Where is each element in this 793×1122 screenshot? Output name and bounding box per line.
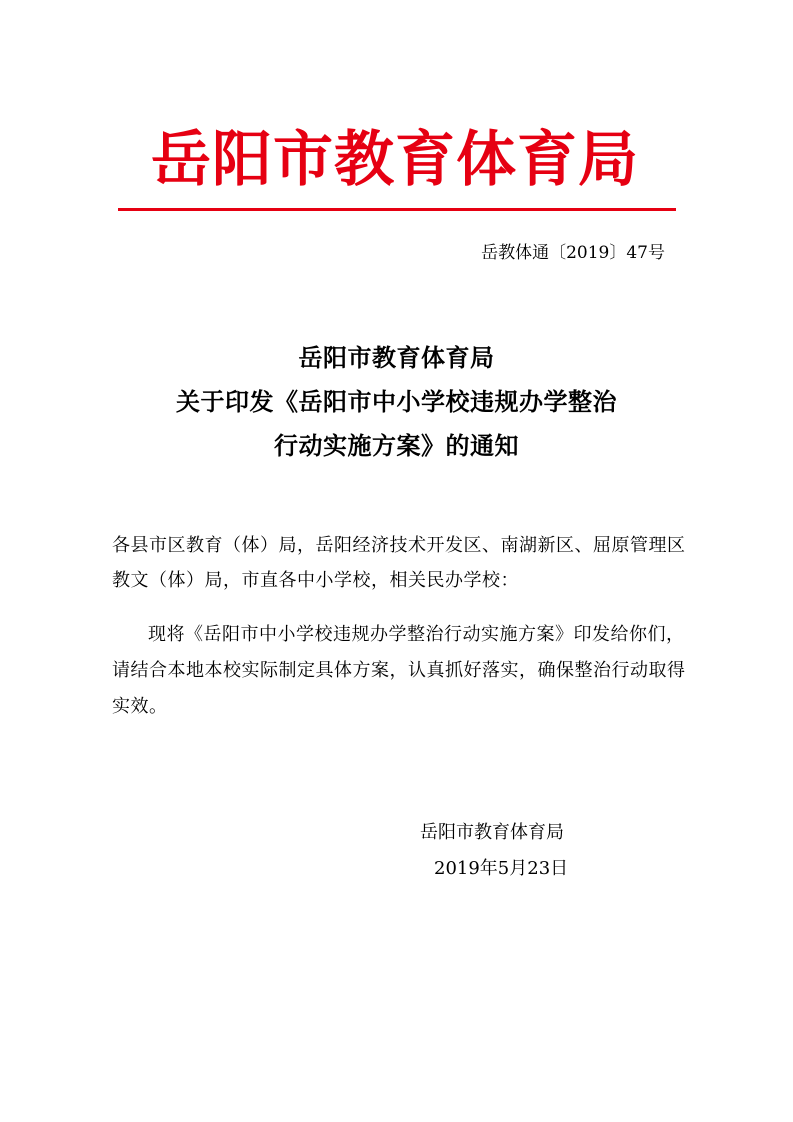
signature-date: 2019年5月23日 xyxy=(434,858,569,879)
title-line-1: 岳阳市教育体育局 xyxy=(298,344,495,372)
document-number: 岳教体通〔2019〕47号 xyxy=(481,243,665,263)
issuer-header: 岳阳市教育体育局 xyxy=(151,125,639,195)
signature-block xyxy=(420,815,680,887)
document-title xyxy=(100,336,693,468)
recipients-paragraph: 各县市区教育（体）局，岳阳经济技术开发区、南湖新区、屈原管理区教文（体）局，市直各中小学校，相关民办学校： xyxy=(112,535,686,591)
signature-organization: 岳阳市教育体育局 xyxy=(420,822,564,843)
title-line-3: 行动实施方案》的通知 xyxy=(274,432,519,460)
header-red-rule xyxy=(118,208,676,211)
body-paragraph: 现将《岳阳市中小学校违规办学整治行动实施方案》印发给你们，请结合本地本校实际制定具体方案，认真抓好落实，确保整治行动取得实效。 xyxy=(112,624,686,717)
title-line-2: 关于印发《岳阳市中小学校违规办学整治 xyxy=(176,388,617,416)
